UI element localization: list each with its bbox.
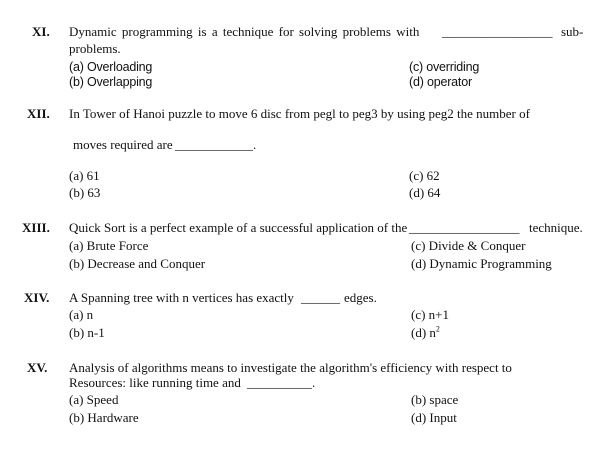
question-stem: problems. — [69, 41, 121, 56]
option-a: (a) 61 — [69, 168, 100, 183]
question-stem: A Spanning tree with n vertices has exactly — [69, 290, 294, 305]
question-number: XV. — [27, 360, 48, 375]
answer-blank: _________________ — [442, 24, 553, 39]
question-stem: Analysis of algorithms means to investigate the algorithm's efficiency with respect to — [69, 360, 512, 375]
option-b: (b) 63 — [69, 185, 101, 200]
question-number: XIII. — [22, 220, 50, 235]
option-c: (b) space — [411, 392, 459, 407]
option-d: (d) Dynamic Programming — [411, 256, 552, 271]
question-number: XIV. — [24, 290, 50, 305]
question-number: XII. — [27, 106, 50, 121]
question-stem: Dynamic programming is a technique for solving problems with — [69, 24, 420, 39]
question-stem: Resources: like running time and — [69, 375, 241, 390]
option-b: (b) n-1 — [69, 325, 105, 340]
question-stem: In Tower of Hanoi puzzle to move 6 disc from pegl to peg3 by using peg2 the number of — [69, 106, 530, 121]
option-d: (d) 64 — [409, 185, 441, 200]
option-d: (d) Input — [411, 410, 457, 425]
question-stem: moves required are — [73, 137, 173, 152]
answer-blank: _________________ — [409, 220, 520, 235]
answer-blank: ____________. — [175, 137, 257, 152]
option-b: (b) Overlapping — [69, 75, 153, 89]
option-b: (b) Decrease and Conquer — [69, 256, 206, 271]
option-a: (a) n — [69, 307, 94, 322]
option-a: (a) Brute Force — [69, 238, 149, 253]
option-d-superscript: 2 — [435, 324, 440, 334]
option-a: (a) Speed — [69, 392, 119, 407]
question-stem: sub- — [561, 24, 584, 39]
question-number: XI. — [32, 24, 50, 39]
option-c: (c) 62 — [409, 168, 440, 183]
option-c: (c) Divide & Conquer — [411, 238, 526, 253]
question-stem: Quick Sort is a perfect example of a successful application of the — [69, 220, 408, 235]
option-a: (a) Overloading — [69, 60, 153, 74]
option-c: (c) n+1 — [411, 307, 450, 322]
answer-blank: __________. — [247, 375, 316, 390]
answer-blank: ______ — [301, 290, 340, 305]
question-stem: edges. — [344, 290, 377, 305]
question-stem: technique. — [529, 220, 583, 235]
option-d-text: (d) n — [411, 325, 436, 340]
option-c: (c) overriding — [409, 60, 480, 74]
option-b: (b) Hardware — [69, 410, 139, 425]
option-d — [411, 325, 440, 341]
option-d: (d) operator — [409, 75, 472, 89]
